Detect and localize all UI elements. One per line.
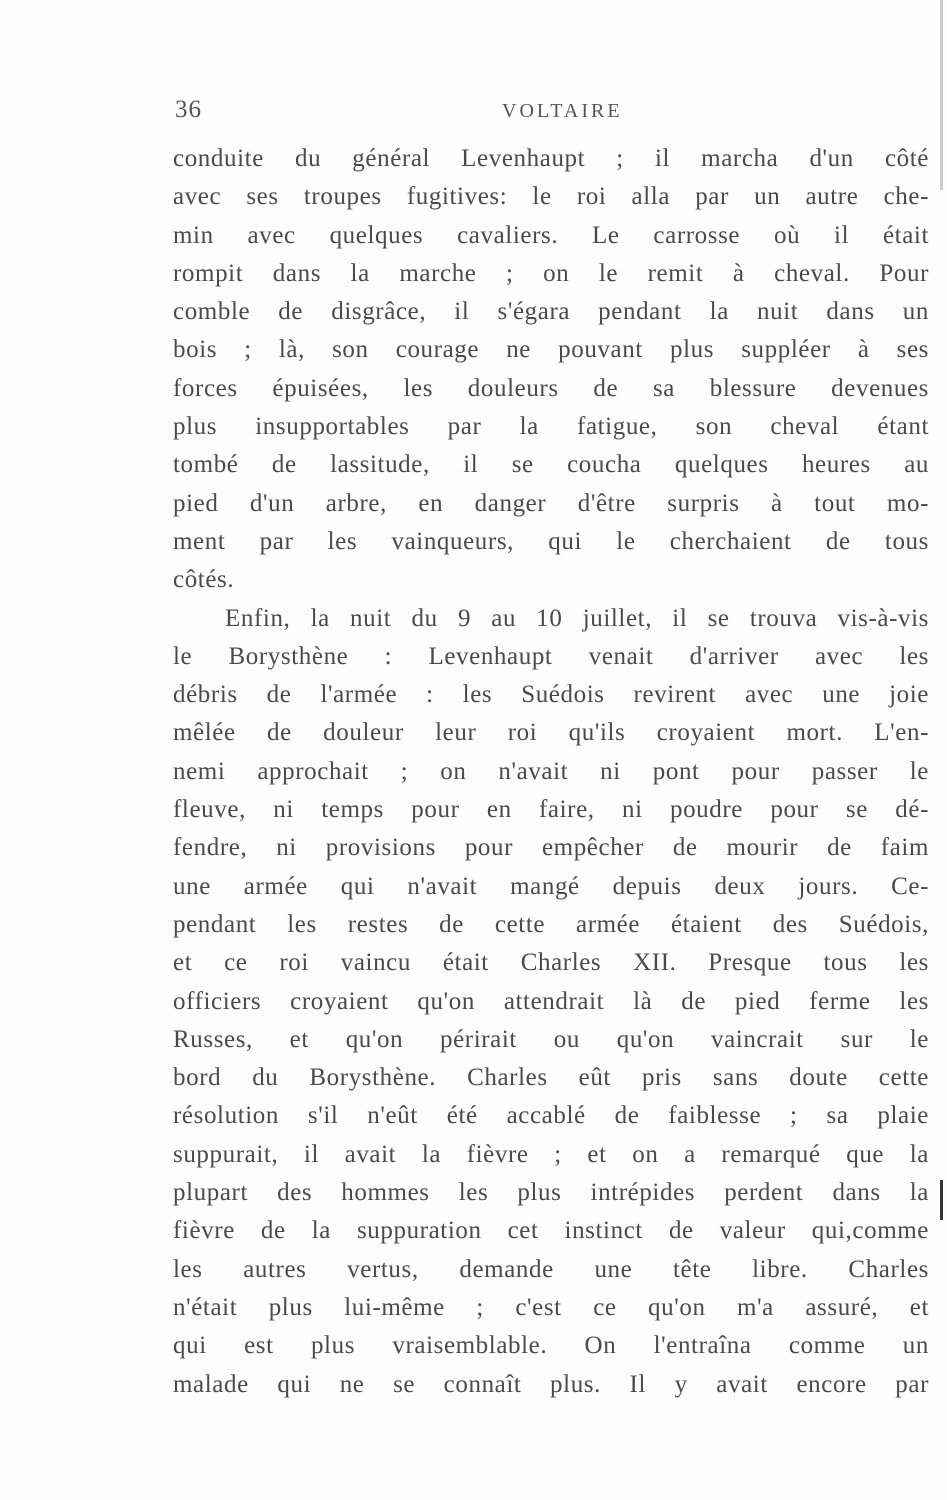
text-line: rompit dans la marche ; on le remit à cheval. Pour — [173, 259, 929, 287]
text-line: Enfin, la nuit du 9 au 10 juillet, il se trouva vis-à-vis — [225, 604, 929, 632]
text-line: fleuve, ni temps pour en faire, ni poudre pour se dé- — [173, 796, 929, 824]
text-body — [173, 140, 929, 1404]
text-line: avec ses troupes fugitives: le roi alla par un autre che- — [173, 183, 929, 211]
text-line: n'était plus lui-même ; c'est ce qu'on m'a assuré, et — [173, 1293, 929, 1321]
paragraph — [173, 140, 929, 600]
text-line: bord du Borysthène. Charles eût pris sans doute cette — [173, 1064, 929, 1092]
text-line: côtés. — [173, 566, 235, 594]
text-line: conduite du général Levenhaupt ; il marcha d'un côté — [173, 145, 929, 172]
text-line: résolution s'il n'eût été accablé de faiblesse ; sa plaie — [173, 1102, 929, 1130]
text-line: une armée qui n'avait mangé depuis deux jours. Ce- — [173, 872, 929, 900]
text-line: le Borysthène : Levenhaupt venait d'arriver avec les — [173, 642, 929, 670]
text-line: et ce roi vaincu était Charles XII. Presque tous les — [173, 949, 929, 977]
text-line: ment par les vainqueurs, qui le cherchaient de tous — [173, 527, 929, 555]
text-line: malade qui ne se connaît plus. Il y avait encore par — [173, 1370, 929, 1398]
text-line: les autres vertus, demande une tête libre. Charles — [173, 1255, 929, 1283]
text-line: fièvre de la suppuration cet instinct de valeur qui,comme — [173, 1217, 929, 1245]
text-line: mêlée de douleur leur roi qu'ils croyaient mort. L'en- — [173, 719, 929, 747]
text-line: pied d'un arbre, en danger d'être surpris à tout mo- — [173, 489, 929, 517]
paragraph — [173, 600, 929, 1404]
text-line: bois ; là, son courage ne pouvant plus suppléer à ses — [173, 336, 929, 364]
text-line: débris de l'armée : les Suédois revirent avec une joie — [173, 681, 929, 709]
text-line: comble de disgrâce, il s'égara pendant la nuit dans un — [173, 298, 929, 326]
running-head — [175, 96, 931, 132]
text-line: fendre, ni provisions pour empêcher de mourir de faim — [173, 834, 929, 862]
text-line: pendant les restes de cette armée étaient des Suédois, — [173, 910, 929, 938]
text-line: tombé de lassitude, il se coucha quelques heures au — [173, 451, 929, 479]
text-line: Russes, et qu'on périrait ou qu'on vaincrait sur le — [173, 1025, 929, 1053]
text-line: min avec quelques cavaliers. Le carrosse où il était — [173, 221, 929, 249]
page-edge-mark — [940, 1180, 943, 1220]
page-edge-shadow — [940, 0, 943, 190]
text-line: qui est plus vraisemblable. On l'entraîna comme un — [173, 1332, 929, 1360]
page-number: 36 — [175, 96, 202, 123]
text-line: plupart des hommes les plus intrépides perdent dans la — [173, 1179, 929, 1207]
text-line: plus insupportables par la fatigue, son cheval étant — [173, 413, 929, 441]
text-line: nemi approchait ; on n'avait ni pont pour passer le — [173, 757, 929, 785]
text-line: suppurait, il avait la fièvre ; et on a remarqué que la — [173, 1140, 929, 1168]
running-title: VOLTAIRE — [502, 100, 623, 122]
text-line: officiers croyaient qu'on attendrait là de pied ferme les — [173, 987, 929, 1015]
text-line: forces épuisées, les douleurs de sa blessure devenues — [173, 374, 929, 402]
